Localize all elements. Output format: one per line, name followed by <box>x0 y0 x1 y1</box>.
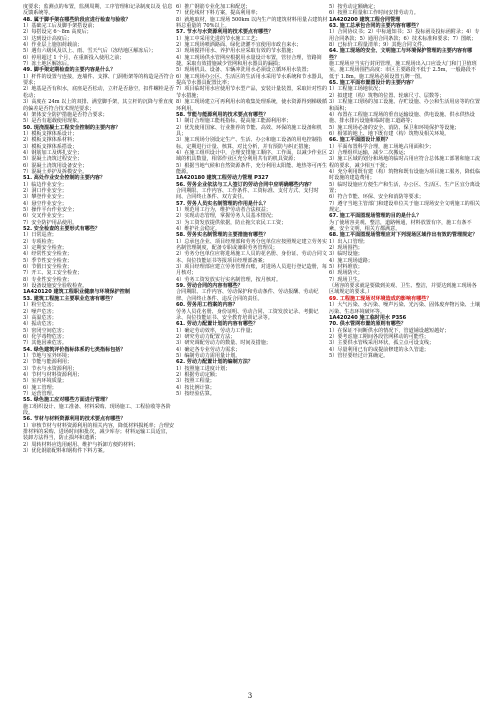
question-heading: 67. 施工平面图现场管理的目的是什么？ <box>329 213 422 220</box>
question-heading: 54. 绿色建筑评价指标体系的七类指标包括？ <box>23 346 126 353</box>
question-heading: 59. 劳动合同的内容有哪些？ <box>176 283 243 290</box>
answer-text: 合同期限、工作内容、工作条件、工资标准、支付方式、支付时间、合同终止条件、双方责任。 <box>176 187 319 201</box>
question-heading: 56. 劳务企业依法与工人签订的劳动合同中应明确哪些内容？ <box>176 181 315 188</box>
question-heading: 52. 安全检查的主要形式有哪些？ <box>23 226 101 233</box>
question-heading: 60. 劳务用工档案的内容？ <box>176 302 238 309</box>
answer-text: 1）合同协议书；2）中标通知书；3）投标函及投标函附录；4）专用合同条款；5）通用合同条款；6）技术标准和要求；7）图纸；8）已标价工程量清单；9）其他合同文件。 <box>329 29 480 49</box>
question-heading: 63. 施工总承包合同的主要内容有哪些？ <box>329 23 422 30</box>
question-heading: 58. 劳务实名制管理的主要措施有哪些？ <box>176 232 269 239</box>
question-heading: 57. 劳务人员实名制管理的作用是什么？ <box>176 200 269 207</box>
text-column-right <box>329 4 481 359</box>
answer-text: 1）大气污染、水污染、噪声污染、光污染、固体废弃物污染、土壤污染、生态环境破坏等。 <box>329 302 480 315</box>
question-heading: 53. 建筑工程施工主要职业危害有哪些？ <box>23 295 116 302</box>
question-heading: 68. 施工平面图现场管理应对下列现场区域作出有效的管理规定？ <box>329 232 478 239</box>
question-heading: 61. 劳动力配置计划的内容有哪些？ <box>176 321 259 328</box>
answer-text: 为了使场容美观、整洁，道路畅通，材料放置有序，施工有条不紊，安全文明，相关方都满意。 <box>329 219 472 233</box>
question-heading: 51. 高处作业安全控制的主要内容？ <box>23 175 106 182</box>
text-column-middle <box>176 4 328 397</box>
question-heading: 49. 脚手架定期检查的主要内容是什么？ <box>23 67 116 74</box>
page-number: 3 <box>247 692 253 700</box>
question-heading: 62. 劳动力配置计划的编制方法？ <box>176 359 254 366</box>
question-heading: 57. 节水与水资源利用的技术要点有哪些？ <box>176 29 274 36</box>
question-heading: 69. 工程施工现场对环境造成的影响有哪些？ <box>329 295 432 302</box>
answer-text: 度要求；监测点的布置，监测周期，工序管理和记录制度以及 信息反馈系统等。 <box>23 4 173 17</box>
answer-text: 1）日常巡查； 2）专项检查； 3）定期安全检查； 4）经常性安全检查； 5）季节性安全检查； 6）节假日安全检查； 7）开工、复工安全检查； 8）专业性安全检查； 9）设备设施安全验收检查。 <box>23 232 88 290</box>
question-heading: 58. 节能与能源利用的技术要点有哪些？ <box>176 111 269 118</box>
question-heading: 56. 节材与材料资源利用的技术要点有哪些？ <box>23 416 126 423</box>
answer-text: 1）规范用工行为，维护劳动者合法权益； 2）实现动态管理，掌握劳务人员基本情况； 3）为工资发放提供依据，防止拖欠农民工工资； 4）维护社会稳定。 <box>176 207 287 233</box>
answer-text: 1）临边作业安全； 2）洞口作业安全； 3）攀登作业安全； 4）悬空作业安全； 5）操作平台作业安全； 6）交叉作业安全； 7）安全防护用品使用。 <box>23 181 78 226</box>
section-heading: 1A420240 施工临时用水 P356 <box>329 314 407 321</box>
question-heading: 65. 施工平面布置图设计的主要内容？ <box>329 80 417 87</box>
answer-text: 1）确定劳动效率，劳动力工作量； 2）研究劳动力配置方法； 3）研究调配劳动力的数量、时间及措施； 4）确定各专业劳动力需求； 5）编制劳动力需用量计划。 <box>176 327 271 359</box>
answer-text: 1）基础完工后及脚手架搭设前； 2）每搭设完 6～8m 高度后； 3）达到设计高度后； 4）作业层上施加荷载前； 5）遇有六级风及以上、雨、雪天气后（冻结地区解冻后）； 6）停用超过 1 个月，在重新投入使用之前； 7）冻土地区解冻后。 <box>23 23 157 68</box>
question-heading: 50. 现浇混凝土工程安全控制的主要内容？ <box>23 124 121 131</box>
answer-text: 1）总承包企业、项目经理部和劳务分包单位应按照规定建立劳务实名制管理制度，配备专职或兼职劳务管理员； 2）劳务分包单位应将进场施工人员的花名册、身份证、劳动合同文本、岗位技能证书等报项目经理部备案； 3）项目经理部应建立劳务管理台账，对进场人员进行登记造册，每月核对； 4）劳务工资发放实行实名制管理，按月核对。 <box>176 238 327 283</box>
answer-text: 1）平面布置科学合理，施工场地占用面积少； 2）合理组织运输，减少二次搬运； 3）施工区域的划分和场地的临时占用应符合总体施工部署和施工流程的要求，减少相互干扰； 4）充分利用既有建（构）筑物和既有设施为项目施工服务，降低临时设施的建造费用； 5）临时设施应方便生产和生活，办公区、生活区、生产区宜分离设置； 6）符合节能、环保、安全和消防等要求； 7）遵守当地主管部门和建设单位关于施工现场安全文明施工的相关规定。 <box>329 143 480 213</box>
question-heading: 55. 绿色施工应对哪些方面进行管理？ <box>23 397 111 404</box>
answer-text: 1）工程施工场地状况； 2）拟建建（构）筑物的位置、轮廓尺寸、层数等； 3）工程施工现场的加工设施、存贮设施、办公和生活用房等的位置和面积； 4）布置在工程施工现场的垂直运输设施、供电设施、供水供热设施、排水排污设施和临时施工道路等； 5）施工现场必备的安全、消防、保卫和环境保护等设施； 6）相邻的地上、地下既有建（构）筑物及相关环境。 <box>329 86 480 137</box>
answer-text: 5）按劳动定额确定； 6）按照工程量和工作时间安排劳动力。 <box>329 4 419 17</box>
answer-text: 1）节地与室外环境； 2）节能与能源利用； 3）节水与水资源利用； 4）节材与材料资源利用； 5）室内环境质量； 6）施工管理； 7）运营管理。 <box>23 352 83 397</box>
section-heading: 1A420180 建筑工程劳动力管理 P327 <box>176 175 269 182</box>
section-heading: 1A420200 建筑工程合同管理 <box>329 16 401 23</box>
question-heading: 64. 施工现场的安全、文明施工与环境保护管理的主要内容有哪些？ <box>329 48 473 61</box>
question-heading: 48. 属于脚手架在哪些阶段应进行检查与验收？ <box>23 16 131 23</box>
question-heading: 66. 施工平面图设计原则？ <box>329 137 391 144</box>
section-heading: 1A420120 建筑工程职业健康与环境保护控制 <box>23 289 130 296</box>
answer-text: 劳务人员花名册、身份证明、劳动合同、工资发放记录、考勤记录、岗位技能证书、安全教育培训记录等。 <box>176 308 319 321</box>
answer-text: 1）杆件的设置与连接，连墙件、支撑、门洞桁架等的构造是否符合要求； 2）地基是否有积水，底座是否松动，立杆是否悬空，扣件螺栓是否松动； 3）高度在 24m 以上的双排、满堂脚手架，其立杆的沉降与垂直度的偏差是否符合技术规范要求； 4）架体安全防护措施是否符合要求； 5）是否有超载使用现象。 <box>23 73 174 125</box>
answer-text: 1）施工中采用先进的节水施工工艺； 2）施工现场喷洒路面、绿化浇灌不宜使用市政自来水； 3）现场搅拌用水、养护用水应采取有效的节水措施； 4）施工现场供水管网应根据用水量设计布置，管径合理，管路简捷，采取有效措施减少管网和用水器具的漏损； 5）现场机具、设备、车辆冲洗用水必须设立循环用水装置； 6）施工现场办公区、生活区的生活用水采用节水系统和节水器具，提高节水器具配置比率； 7）项目临时用水应使用节水型产品，安装计量装置，采取针对性的节水措施； 8）施工现场建立可再利用水的收集处理系统，使水资源得到梯级循环利用。 <box>176 35 327 112</box>
answer-text: 施工现场应当实行封闭管理，施工现场出入口应设大门和门卫值班室，施工现场围挡高度：市区主要路段不低于 2.5m，一般路段不低于 1.8m。施工现场必须设置五牌一图。 <box>329 61 477 80</box>
answer-text: 1）出入口管理； 2）现场围挡； 3）临时设施； 4）施工现场道路； 5）材料堆放； 6）现场防火； 7）现场卫生。 （场容的要求就是要做到美观、卫生、整洁，并要达到施工现场各区域规定的要求。） <box>329 238 477 296</box>
answer-text: 1）按照施工进度计划； 2）根据劳动定额； 3）按照工程量； 4）按比例计算； 5）按经验估算。 <box>176 365 231 397</box>
text-column-left <box>23 4 175 454</box>
answer-text: 合同期限、工作内容、劳动保护和劳动条件、劳动报酬、劳动纪律、合同终止条件、违反合同的责任。 <box>176 289 319 302</box>
answer-text: 1）审核节材与材料资源利用的相关内容，降低材料损耗率；合理安排材料的采购、进场时间和批次，减少库存；材料运输工具适宜，装卸方法得当，防止损坏和遗洒； 2）周转材料应选用耐用、维护与拆卸方便的材料； 3）优化钢筋配料和钢构件下料方案。 <box>23 422 174 455</box>
question-heading: 70. 供水管网布置的原则有哪些？ <box>329 321 407 328</box>
answer-text: 施工组织设计、施工准备、材料采购、现场施工、工程验收等各阶段。 <box>23 403 171 416</box>
answer-text: 6）推广钢筋专业化加工和配送； 7）优化线材下料方案，提高利用率； 8）就地取材，施工现场 500km 以内生产的建筑材料用量占建筑材料总重量的 70%以上。 <box>176 4 328 30</box>
answer-text: 1）模板支撑体系设计； 2）模板支撑体系材料； 3）模板支撑体系搭设； 4）钢筋加工及绑扎安全； 5）混凝土浇筑过程安全； 6）混凝土浇筑用设备安全； 7）混凝土养护及拆模安全。 <box>23 130 88 175</box>
answer-text: 1）粉尘危害； 2）噪声危害； 3）高温危害； 4）振动危害； 5）密闭空间危害； 6）化学毒物危害； 7）其他因素危害。 <box>23 302 67 347</box>
answer-text: 1）制订合理施工能耗指标，提高施工能源利用率； 2）优先使用国家、行业推荐的节能、高效、环保的施工设备和机具； 3）施工现场分别设定生产、生活、办公和施工设备的用电控制指标，定期进行计量、核算、对比分析，并有预防与纠正措施； 4）在施工组织设计中，合理安排施工顺序、工作面，以减少作业区域的机具数量，相邻作业区充分利用共有的机具资源； 5）根据当地气候和自然资源条件，充分利用太阳能、地热等可再生能源。 <box>176 118 327 175</box>
answer-text: 1）在保证不间断供水的情况下，管道铺设越短越好； 2）要考虑施工期间各段管网移动的可能性； 3）主要供水管线采用环状，孤立点可设支线； 4）尽量利用已有的或提前修建的永久管道； 5）管径要经过计算确定。 <box>329 327 450 359</box>
